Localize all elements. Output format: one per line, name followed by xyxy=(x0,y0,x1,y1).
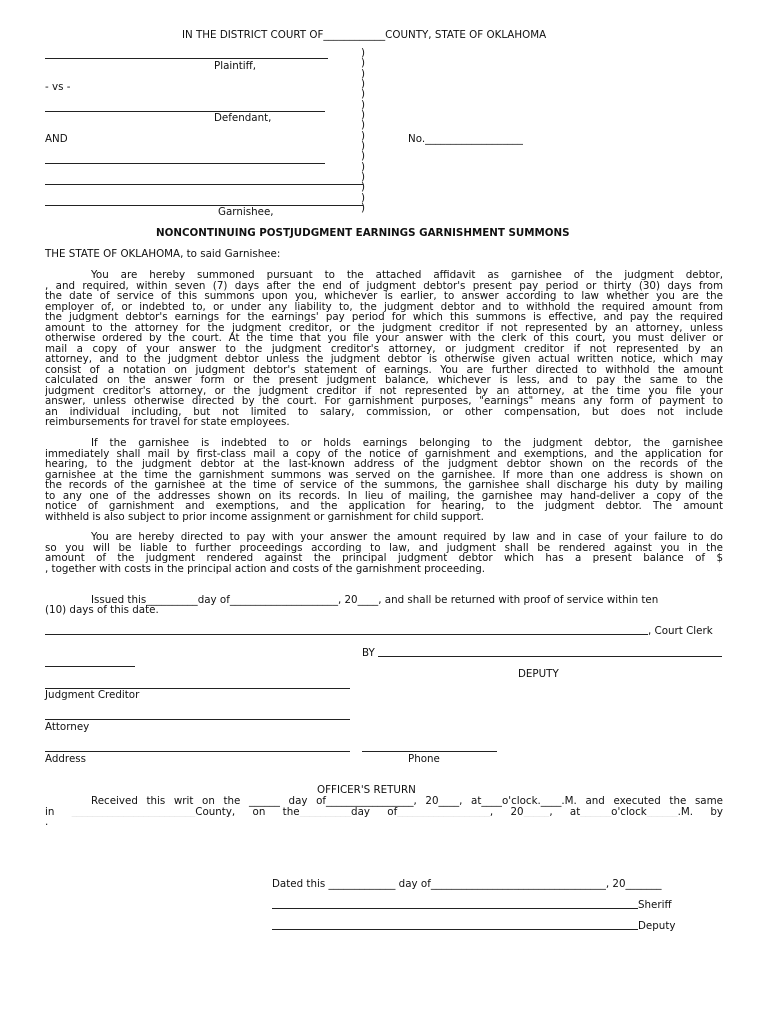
by-label: BY xyxy=(362,647,375,659)
short-line[interactable] xyxy=(45,666,135,667)
sheriff-label: Sheriff xyxy=(638,899,672,911)
defendant-line[interactable] xyxy=(45,111,325,112)
attorney-line[interactable] xyxy=(45,719,350,720)
officers-return-title: OFFICER'S RETURN xyxy=(317,784,416,796)
text-line: attorney, and to the judgment debtor unless the judgment debtor is otherwise given actual written notice, which may xyxy=(45,354,723,365)
case-number-field[interactable]: No.___________________ xyxy=(408,133,523,145)
vs-label: - vs - xyxy=(45,81,71,93)
text-line: notice of garnishment and exemptions, and the application for hearing, to the judgment debtor. The amount xyxy=(45,501,723,512)
text-line: judgment creditor's attorney, or the judgment creditor if not represented by an attorney, at the time you file your xyxy=(45,385,723,396)
text-line: . xyxy=(45,817,49,828)
text-line[interactable]: in ________________________County, on the__________day of__________________, 20_____, at______o'clock______.M. by xyxy=(45,806,723,817)
text-line: garnishee at the time the garnishment summons was served on the garnishee. If more than one address is shown on xyxy=(45,469,723,480)
text-line: so you will be liable to further proceedings according to law, and judgment shall be rendered against you in the xyxy=(45,542,723,553)
text-line: hearing, to the judgment debtor at the last-known address of the judgment debtor shown on the records of the xyxy=(45,459,723,470)
text-line: the date of service of this summons upon you, whichever is earlier, to answer according to law whether you are the xyxy=(45,291,723,302)
text-line: withheld is also subject to prior income assignment or garnishment for child support. xyxy=(45,511,484,522)
text-line: an individual including, but not limited to salary, commission, or other compensation, but does not include xyxy=(45,406,723,417)
officers-return-text xyxy=(45,796,723,828)
plaintiff-label: Plaintiff, xyxy=(214,60,257,72)
sheriff-line[interactable] xyxy=(272,908,638,909)
deputy-label: DEPUTY xyxy=(518,668,559,680)
deputy-label-2: Deputy xyxy=(638,920,676,932)
caption-parentheses: ) ) ) ) ) ) ) ) ) ) ) ) ) ) ) ) xyxy=(361,47,366,215)
text-line: reimbursements for travel for state employees. xyxy=(45,417,290,428)
salutation: THE STATE OF OKLAHOMA, to said Garnishee: xyxy=(45,248,281,260)
court-clerk-label: , Court Clerk xyxy=(648,625,713,637)
phone-label: Phone xyxy=(408,753,440,765)
dated-line[interactable]: Dated this _____________ day of__________________________________, 20_______ xyxy=(272,878,662,890)
text-line: If the garnishee is indebted to or holds earnings belonging to the judgment debtor, the garnishee xyxy=(91,438,723,449)
judgment-creditor-label: Judgment Creditor xyxy=(45,689,140,701)
paragraph-mailing xyxy=(45,438,723,522)
text-line: to any one of the addresses shown on its records. In lieu of mailing, the garnishee may hand-deliver a copy of the xyxy=(45,490,723,501)
by-signature-line[interactable] xyxy=(378,656,722,657)
deputy-signature-line[interactable] xyxy=(272,929,638,930)
text-line: You are hereby directed to pay with your answer the amount required by law and in case of your failure to do xyxy=(91,532,723,543)
attorney-label: Attorney xyxy=(45,721,90,733)
address-label: Address xyxy=(45,753,87,765)
address-line[interactable] xyxy=(45,751,350,752)
text-line: answer, unless otherwise directed by the court. For garnishment purposes, "earnings" means any form of payment to xyxy=(45,396,723,407)
court-header: IN THE DISTRICT COURT OF____________COUNTY, STATE OF OKLAHOMA xyxy=(182,29,547,41)
paragraph-summons xyxy=(45,270,723,428)
text-line: immediately shall mail by first-class mail a copy of the notice of garnishment and exemptions, and the application for xyxy=(45,448,723,459)
text-line: amount of the judgment rendered against the principal judgment debtor which has a present balance of $ xyxy=(45,553,723,564)
text-line: employer of, or indebted to, or under any liability to, the judgment debtor and to withhold the required amount from xyxy=(45,301,723,312)
court-clerk-line[interactable] xyxy=(45,634,648,635)
text-line: calculated on the answer form or the present judgment balance, whichever is less, and to pay the same to the xyxy=(45,375,723,386)
text-line: otherwise ordered by the court. At the time that you file your answer with the clerk of this court, you must deliver or xyxy=(45,333,723,344)
phone-line[interactable] xyxy=(362,751,497,752)
text-line: amount to the attorney for the judgment creditor, or the judgment creditor if not represented by an attorney, unless xyxy=(45,322,723,333)
text-line: the records of the garnishee at the time of service of the summons, the garnishee shall discharge his duty by mailing xyxy=(45,480,723,491)
text-line: the judgment debtor's earnings for the earnings' pay period for which this summons is effective, and pay the required xyxy=(45,312,723,323)
text-line: consist of a notation on judgment debtor's statement of earnings. You are further directed to withhold the amount xyxy=(45,364,723,375)
text-line: You are hereby summoned pursuant to the attached affidavit as garnishee of the judgment debtor, xyxy=(91,270,723,281)
garnishee-label: Garnishee, xyxy=(218,206,274,218)
text-line: , and required, within seven (7) days after the end of judgment debtor's present pay period or thirty (30) days from xyxy=(45,280,723,291)
defendant-label: Defendant, xyxy=(214,112,272,124)
garnishee-line-3[interactable] xyxy=(45,205,363,206)
garnishee-line-2[interactable] xyxy=(45,184,363,185)
issued-line[interactable]: Issued this__________day of_____________________, 20____, and shall be returned with proof of service within ten xyxy=(91,594,659,606)
issued-line-2: (10) days of this date. xyxy=(45,604,159,616)
text-line: , together with costs in the principal action and costs of the garnishment proceeding. xyxy=(45,563,486,574)
text-line[interactable]: Received this writ on the ______ day of_________________, 20____, at____o'clock.____.M. and executed the same xyxy=(91,796,723,807)
garnishee-line-1[interactable] xyxy=(45,163,325,164)
plaintiff-line[interactable] xyxy=(45,58,328,59)
text-line: mail a copy of your answer to the judgment creditor's attorney, or judgment creditor if not represented by an xyxy=(45,343,723,354)
and-label: AND xyxy=(45,133,68,145)
document-title: NONCONTINUING POSTJUDGMENT EARNINGS GARNISHMENT SUMMONS xyxy=(156,227,570,239)
paragraph-payment xyxy=(45,532,723,574)
